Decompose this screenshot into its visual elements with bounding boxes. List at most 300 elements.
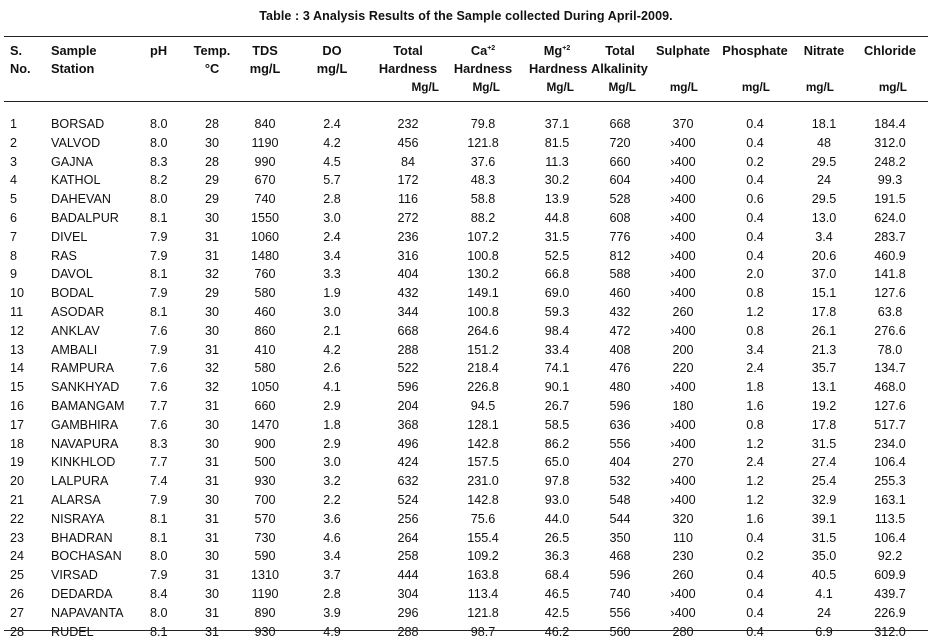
- cell-mg-hardness: 90.1: [544, 380, 570, 395]
- cell-sulphate: ›400: [670, 587, 696, 601]
- cell-phosphate: 1.8: [746, 380, 764, 395]
- cell-ph: 8.1: [150, 511, 168, 526]
- cell-chloride: 92.2: [877, 549, 903, 564]
- cell-total-hardness: 316: [397, 248, 419, 263]
- cell-ph: 8.1: [150, 211, 168, 225]
- cell-tds: 700: [254, 493, 276, 507]
- cell-station: GAJNA: [51, 154, 93, 169]
- cell-do: 2.4: [323, 229, 341, 244]
- cell-tds: 670: [254, 173, 276, 188]
- cell-total-alkalinity: 468: [609, 549, 631, 564]
- cell-mg-hardness: 98.4: [544, 323, 570, 338]
- table-row: [0, 285, 932, 302]
- cell-temp: 31: [204, 511, 220, 526]
- table-row: [0, 586, 932, 603]
- cell-mg-hardness: 52.5: [544, 248, 570, 263]
- cell-mg-hardness: 37.1: [544, 117, 570, 131]
- cell-nitrate: 29.5: [811, 192, 837, 207]
- cell-ca-hardness: 58.8: [470, 192, 496, 207]
- cell-phosphate: 0.2: [746, 549, 764, 564]
- table-row: [0, 135, 932, 152]
- table-row: [0, 191, 932, 208]
- cell-do: 3.6: [323, 511, 341, 526]
- cell-nitrate: 15.1: [811, 286, 837, 301]
- cell-temp: 31: [204, 568, 220, 583]
- cell-temp: 31: [204, 399, 220, 413]
- cell-do: 2.8: [323, 587, 341, 601]
- cell-mg-hardness: 26.5: [544, 530, 570, 545]
- cell-tds: 730: [254, 530, 276, 545]
- cell-phosphate: 0.8: [746, 417, 764, 432]
- cell-ph: 8.1: [150, 530, 168, 545]
- cell-sno: 21: [10, 493, 25, 507]
- cell-do: 3.0: [323, 455, 341, 470]
- cell-chloride: 283.7: [874, 229, 906, 244]
- cell-total-hardness: 264: [397, 530, 419, 545]
- table-row: [0, 360, 932, 377]
- cell-phosphate: 1.2: [746, 305, 764, 319]
- cell-total-alkalinity: 596: [609, 568, 631, 583]
- cell-total-hardness: 424: [397, 455, 419, 470]
- cell-temp: 31: [204, 455, 220, 470]
- cell-phosphate: 1.2: [746, 474, 764, 489]
- cell-chloride: 63.8: [877, 305, 903, 319]
- cell-nitrate: 48: [816, 135, 832, 150]
- cell-sno: 2: [10, 135, 18, 150]
- cell-chloride: 624.0: [874, 211, 906, 225]
- cell-sno: 9: [10, 267, 18, 282]
- cell-station: NAPAVANTA: [51, 605, 124, 620]
- cell-chloride: 468.0: [874, 380, 906, 395]
- cell-sno: 23: [10, 530, 25, 545]
- cell-total-alkalinity: 544: [609, 511, 631, 526]
- cell-ph: 7.9: [150, 568, 168, 583]
- cell-do: 1.8: [323, 417, 341, 432]
- cell-mg-hardness: 46.2: [544, 624, 570, 639]
- cell-sulphate: 320: [672, 511, 694, 526]
- cell-total-hardness: 668: [397, 323, 419, 338]
- cell-mg-hardness: 11.3: [545, 154, 569, 169]
- cell-total-hardness: 404: [397, 267, 419, 282]
- cell-mg-hardness: 59.3: [544, 305, 570, 319]
- cell-sno: 24: [10, 549, 25, 564]
- cell-station: AMBALI: [51, 342, 98, 357]
- cell-tds: 1470: [250, 417, 280, 432]
- cell-ph: 8.1: [150, 305, 168, 319]
- table-row: [0, 172, 932, 189]
- table-row: [0, 323, 932, 340]
- cell-mg-hardness: 46.5: [544, 587, 570, 601]
- cell-chloride: 141.8: [874, 267, 906, 282]
- cell-sulphate: 370: [672, 117, 694, 131]
- cell-phosphate: 0.4: [746, 229, 764, 244]
- cell-tds: 500: [254, 455, 276, 470]
- cell-do: 2.6: [323, 361, 341, 376]
- cell-ca-hardness: 100.8: [467, 305, 499, 319]
- cell-chloride: 234.0: [874, 436, 906, 451]
- cell-sno: 26: [10, 587, 25, 601]
- table-row: [0, 210, 932, 227]
- cell-sno: 8: [10, 248, 18, 263]
- cell-ph: 8.1: [150, 624, 168, 639]
- cell-station: BORSAD: [51, 117, 105, 131]
- cell-do: 2.4: [323, 117, 341, 131]
- cell-nitrate: 40.5: [811, 568, 837, 583]
- cell-total-alkalinity: 560: [609, 624, 631, 639]
- cell-nitrate: 17.8: [811, 305, 837, 319]
- cell-total-hardness: 296: [397, 605, 419, 620]
- cell-temp: 29: [204, 286, 220, 301]
- cell-sulphate: ›400: [670, 248, 696, 263]
- cell-ca-hardness: 218.4: [467, 361, 499, 376]
- cell-ca-hardness: 121.8: [467, 605, 499, 620]
- cell-total-hardness: 632: [397, 474, 419, 489]
- cell-total-alkalinity: 350: [609, 530, 631, 545]
- cell-do: 4.2: [323, 135, 341, 150]
- cell-chloride: 439.7: [874, 587, 906, 601]
- cell-sulphate: ›400: [670, 173, 696, 188]
- table-row: [0, 304, 932, 321]
- cell-ph: 7.6: [150, 380, 168, 395]
- cell-nitrate: 24: [816, 173, 832, 188]
- cell-ph: 8.0: [150, 549, 168, 564]
- cell-ph: 8.0: [150, 192, 168, 207]
- cell-chloride: 106.4: [874, 530, 906, 545]
- cell-sno: 15: [10, 380, 25, 395]
- cell-station: VALVOD: [51, 135, 101, 150]
- cell-total-hardness: 524: [397, 493, 419, 507]
- cell-sulphate: ›400: [670, 417, 696, 432]
- cell-nitrate: 35.0: [811, 549, 837, 564]
- cell-mg-hardness: 66.8: [544, 267, 570, 282]
- cell-phosphate: 1.6: [746, 399, 764, 413]
- cell-station: GAMBHIRA: [51, 417, 119, 432]
- cell-ph: 7.9: [150, 286, 168, 301]
- cell-tds: 1550: [250, 211, 280, 225]
- table-row: [0, 417, 932, 434]
- cell-tds: 580: [254, 361, 276, 376]
- cell-sno: 28: [10, 624, 25, 639]
- bottom-rule: [4, 630, 928, 631]
- cell-mg-hardness: 86.2: [544, 436, 570, 451]
- cell-temp: 30: [204, 135, 220, 150]
- cell-sno: 10: [10, 286, 25, 301]
- cell-do: 2.8: [323, 192, 341, 207]
- cell-total-alkalinity: 668: [609, 117, 631, 131]
- cell-phosphate: 0.4: [746, 173, 764, 188]
- cell-mg-hardness: 97.8: [544, 474, 570, 489]
- cell-temp: 29: [204, 173, 220, 188]
- cell-tds: 1060: [250, 229, 280, 244]
- cell-tds: 1310: [250, 568, 280, 583]
- cell-phosphate: 0.4: [746, 248, 764, 263]
- cell-do: 3.4: [323, 248, 341, 263]
- cell-ca-hardness: 121.8: [467, 135, 499, 150]
- cell-total-hardness: 368: [397, 417, 419, 432]
- table-row: [0, 567, 932, 584]
- cell-sulphate: ›400: [670, 211, 696, 225]
- cell-temp: 30: [204, 417, 220, 432]
- cell-do: 3.3: [323, 267, 341, 282]
- cell-ca-hardness: 75.6: [470, 511, 496, 526]
- cell-ca-hardness: 100.8: [467, 248, 499, 263]
- cell-ca-hardness: 226.8: [467, 380, 499, 395]
- cell-phosphate: 0.4: [746, 568, 764, 583]
- cell-phosphate: 0.6: [746, 192, 764, 207]
- cell-temp: 31: [204, 474, 220, 489]
- table-row: [0, 624, 932, 641]
- cell-nitrate: 27.4: [811, 455, 837, 470]
- cell-phosphate: 1.2: [746, 493, 764, 507]
- cell-do: 4.6: [323, 530, 341, 545]
- cell-tds: 460: [254, 305, 276, 319]
- cell-station: DIVEL: [51, 229, 88, 244]
- cell-ph: 7.6: [150, 361, 168, 376]
- cell-station: BOCHASAN: [51, 549, 122, 564]
- cell-chloride: 255.3: [874, 474, 906, 489]
- cell-tds: 890: [254, 605, 276, 620]
- cell-ca-hardness: 142.8: [467, 493, 499, 507]
- cell-ph: 8.0: [150, 605, 168, 620]
- cell-station: DAVOL: [51, 267, 93, 282]
- cell-do: 4.2: [323, 342, 341, 357]
- cell-sulphate: ›400: [670, 436, 696, 451]
- cell-phosphate: 0.4: [746, 624, 764, 639]
- cell-station: ANKLAV: [51, 323, 100, 338]
- cell-ca-hardness: 128.1: [467, 417, 499, 432]
- cell-phosphate: 0.4: [746, 530, 764, 545]
- cell-station: RAS: [51, 248, 77, 263]
- cell-nitrate: 4.1: [815, 587, 833, 601]
- cell-ca-hardness: 79.8: [470, 117, 496, 131]
- cell-station: SANKHYAD: [51, 380, 120, 395]
- cell-tds: 660: [254, 399, 276, 413]
- cell-station: NAVAPURA: [51, 436, 119, 451]
- cell-temp: 30: [204, 436, 220, 451]
- cell-chloride: 276.6: [874, 323, 906, 338]
- cell-temp: 30: [204, 587, 220, 601]
- cell-ph: 7.7: [150, 399, 168, 413]
- table-row: [0, 530, 932, 547]
- table-row: [0, 342, 932, 359]
- cell-ph: 7.9: [150, 493, 168, 507]
- table-row: [0, 248, 932, 265]
- cell-sulphate: ›400: [670, 192, 696, 207]
- cell-mg-hardness: 58.5: [544, 417, 570, 432]
- table-row: [0, 605, 932, 622]
- cell-total-alkalinity: 740: [609, 587, 631, 601]
- table-caption: Table : 3 Analysis Results of the Sample collected During April-2009.: [259, 9, 673, 23]
- table-row: [0, 379, 932, 396]
- cell-station: VIRSAD: [51, 568, 98, 583]
- cell-nitrate: 31.5: [811, 530, 837, 545]
- cell-total-hardness: 172: [397, 173, 419, 188]
- cell-total-hardness: 288: [397, 342, 419, 357]
- cell-total-alkalinity: 604: [609, 173, 631, 188]
- cell-ca-hardness: 37.6: [470, 154, 496, 169]
- cell-sulphate: ›400: [670, 323, 696, 338]
- cell-ph: 8.0: [150, 117, 168, 131]
- cell-total-alkalinity: 596: [609, 399, 631, 413]
- cell-chloride: 312.0: [874, 135, 906, 150]
- cell-ca-hardness: 149.1: [467, 286, 499, 301]
- cell-total-alkalinity: 528: [609, 192, 631, 207]
- cell-total-alkalinity: 588: [609, 267, 631, 282]
- cell-tds: 1190: [251, 135, 279, 150]
- cell-ph: 8.0: [150, 135, 168, 150]
- cell-phosphate: 2.4: [746, 455, 764, 470]
- cell-sulphate: ›400: [670, 474, 696, 489]
- cell-ph: 7.9: [150, 229, 168, 244]
- cell-nitrate: 35.7: [811, 361, 837, 376]
- header-rule: [4, 101, 928, 102]
- cell-chloride: 99.3: [877, 173, 903, 188]
- cell-total-alkalinity: 404: [609, 455, 631, 470]
- cell-station: NISRAYA: [51, 511, 105, 526]
- table-row: [0, 154, 932, 171]
- cell-nitrate: 3.4: [815, 229, 833, 244]
- cell-ph: 8.1: [150, 267, 168, 282]
- cell-do: 4.1: [323, 380, 341, 395]
- cell-sno: 19: [10, 455, 25, 470]
- cell-sno: 25: [10, 568, 25, 583]
- cell-nitrate: 19.2: [811, 399, 837, 413]
- cell-station: KINKHLOD: [51, 455, 116, 470]
- cell-mg-hardness: 69.0: [544, 286, 570, 301]
- cell-temp: 30: [204, 549, 220, 564]
- cell-sno: 7: [10, 229, 18, 244]
- cell-temp: 31: [204, 248, 220, 263]
- cell-ph: 8.4: [150, 587, 168, 601]
- cell-sulphate: 110: [672, 530, 694, 545]
- cell-do: 2.9: [323, 399, 341, 413]
- cell-ph: 7.6: [150, 417, 168, 432]
- table-row: [0, 229, 932, 246]
- cell-temp: 30: [204, 323, 220, 338]
- cell-chloride: 517.7: [874, 417, 906, 432]
- cell-sulphate: 260: [672, 568, 694, 583]
- cell-ca-hardness: 155.4: [467, 530, 499, 545]
- cell-sno: 12: [10, 323, 25, 338]
- cell-temp: 32: [204, 380, 220, 395]
- cell-tds: 410: [254, 342, 276, 357]
- cell-nitrate: 31.5: [811, 436, 837, 451]
- cell-tds: 860: [254, 323, 276, 338]
- cell-total-alkalinity: 608: [609, 211, 631, 225]
- cell-temp: 28: [204, 117, 220, 131]
- cell-nitrate: 13.0: [811, 211, 837, 225]
- cell-mg-hardness: 13.9: [544, 192, 570, 207]
- cell-total-hardness: 258: [397, 549, 419, 564]
- cell-sulphate: 260: [672, 305, 694, 319]
- cell-sno: 18: [10, 436, 25, 451]
- cell-total-hardness: 444: [397, 568, 419, 583]
- cell-total-alkalinity: 556: [609, 605, 631, 620]
- cell-station: BAMANGAM: [51, 399, 125, 413]
- cell-total-alkalinity: 660: [609, 154, 631, 169]
- cell-ca-hardness: 113.4: [467, 587, 499, 601]
- cell-phosphate: 3.4: [746, 342, 764, 357]
- cell-nitrate: 24: [816, 605, 832, 620]
- cell-total-alkalinity: 408: [609, 342, 631, 357]
- cell-tds: 1050: [250, 380, 280, 395]
- cell-total-alkalinity: 532: [609, 474, 631, 489]
- cell-ca-hardness: 231.0: [467, 474, 499, 489]
- cell-total-alkalinity: 556: [609, 436, 631, 451]
- cell-total-hardness: 344: [397, 305, 419, 319]
- cell-mg-hardness: 42.5: [544, 605, 570, 620]
- cell-mg-hardness: 44.0: [544, 511, 570, 526]
- cell-do: 2.2: [323, 493, 341, 507]
- cell-tds: 900: [254, 436, 276, 451]
- cell-sulphate: 230: [672, 549, 694, 564]
- cell-tds: 590: [254, 549, 276, 564]
- cell-temp: 32: [204, 361, 220, 376]
- cell-nitrate: 20.6: [811, 248, 837, 263]
- cell-nitrate: 39.1: [811, 511, 837, 526]
- cell-mg-hardness: 68.4: [544, 568, 570, 583]
- cell-temp: 30: [204, 305, 220, 319]
- cell-mg-hardness: 26.7: [544, 399, 570, 413]
- cell-ca-hardness: 157.5: [467, 455, 499, 470]
- cell-total-alkalinity: 776: [609, 229, 631, 244]
- cell-sulphate: ›400: [670, 380, 696, 395]
- cell-chloride: 106.4: [874, 455, 906, 470]
- cell-sulphate: ›400: [670, 135, 696, 150]
- cell-do: 3.9: [323, 605, 341, 620]
- cell-ph: 7.7: [150, 455, 168, 470]
- cell-nitrate: 17.8: [811, 417, 837, 432]
- cell-ph: 7.4: [150, 474, 168, 489]
- cell-tds: 990: [254, 154, 276, 169]
- cell-chloride: 163.1: [874, 493, 906, 507]
- cell-sno: 22: [10, 511, 25, 526]
- cell-phosphate: 0.4: [746, 135, 764, 150]
- cell-sno: 5: [10, 192, 18, 207]
- cell-ca-hardness: 48.3: [470, 173, 496, 188]
- cell-temp: 29: [204, 192, 220, 207]
- cell-sulphate: ›400: [670, 493, 696, 507]
- cell-ca-hardness: 151.2: [467, 342, 499, 357]
- cell-sno: 27: [10, 605, 25, 620]
- cell-total-hardness: 84: [400, 154, 416, 169]
- cell-ca-hardness: 88.2: [470, 211, 496, 225]
- cell-temp: 31: [204, 530, 220, 545]
- cell-sno: 13: [10, 342, 25, 357]
- cell-chloride: 113.5: [874, 511, 906, 526]
- cell-mg-hardness: 44.8: [544, 211, 570, 225]
- cell-ca-hardness: 264.6: [467, 323, 499, 338]
- cell-sulphate: ›400: [670, 286, 696, 301]
- cell-phosphate: 1.2: [746, 436, 764, 451]
- cell-station: ALARSA: [51, 493, 101, 507]
- cell-phosphate: 2.4: [746, 361, 764, 376]
- table-row: [0, 548, 932, 565]
- cell-total-alkalinity: 636: [609, 417, 631, 432]
- cell-ph: 7.9: [150, 248, 168, 263]
- cell-station: ASODAR: [51, 305, 105, 319]
- cell-sno: 6: [10, 211, 18, 225]
- cell-tds: 1480: [250, 248, 280, 263]
- cell-tds: 930: [254, 624, 276, 639]
- cell-phosphate: 1.6: [746, 511, 764, 526]
- cell-total-hardness: 522: [397, 361, 419, 376]
- cell-tds: 840: [254, 117, 276, 131]
- cell-mg-hardness: 93.0: [544, 493, 570, 507]
- cell-do: 1.9: [323, 286, 341, 301]
- cell-temp: 32: [204, 267, 220, 282]
- cell-mg-hardness: 30.2: [544, 173, 570, 188]
